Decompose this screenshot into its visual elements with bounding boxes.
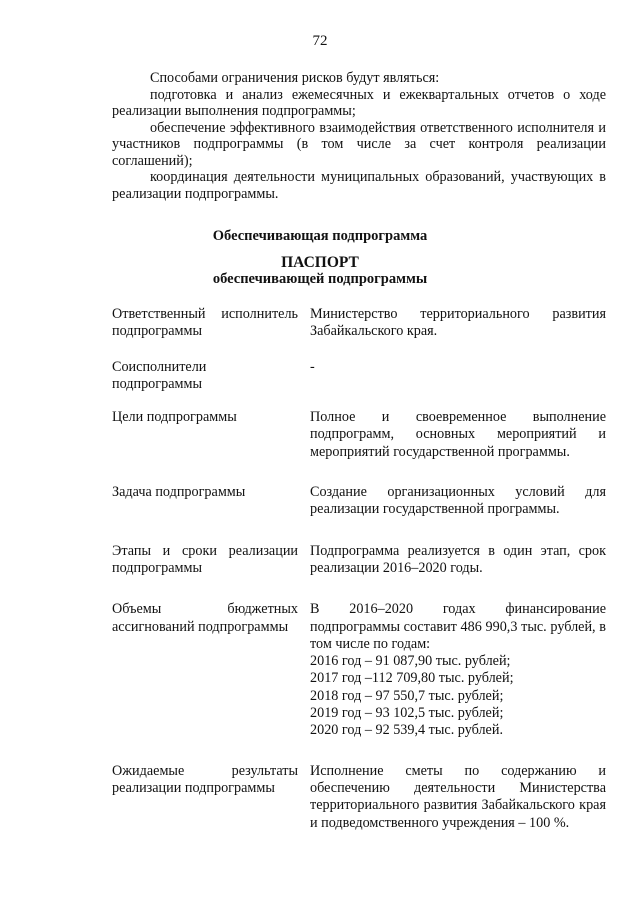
responsible-value: Министерство территориального развития Забайкальского края. [310,306,606,340]
budget-value: В 2016–2020 годах финансирование подпрограммы составит 486 990,3 тыс. рублей, в том числе по годам: [310,601,606,652]
task-label: Задача подпрограммы [112,484,246,501]
budget-year-2018: 2018 год – 97 550,7 тыс. рублей; [310,687,504,704]
page-number: 72 [312,33,328,49]
results-value: Исполнение сметы по содержанию и обеспечению деятельности Министерства территориального развития Забайкальского края и подведомственного учреждения – 100 %. [310,762,606,831]
passport-table [112,306,606,832]
responsible-label: Ответственный исполнитель подпрограммы [112,306,298,340]
task-value: Создание организационных условий для реализации государственной программы. [310,484,606,518]
intro-paragraph-1: Способами ограничения рисков будут являться: [150,70,440,86]
budget-value-block [310,601,606,739]
budget-year-2016: 2016 год – 91 087,90 тыс. рублей; [310,653,511,670]
results-label: Ожидаемые результаты реализации подпрограммы [112,762,298,796]
passport-subtitle: обеспечивающей подпрограммы [212,271,428,287]
passport-row-task [112,484,606,519]
intro-paragraph-3: обеспечение эффективного взаимодействия ответственного исполнителя и участников подпрограммы (в том числе за счет контроля реализации соглашений); [112,119,606,169]
budget-year-2020: 2020 год – 92 539,4 тыс. рублей. [310,722,503,739]
passport-row-results [112,763,606,832]
budget-year-2019: 2019 год – 93 102,5 тыс. рублей; [310,705,504,722]
passport-title: ПАСПОРТ [281,254,359,271]
budget-label: Объемы бюджетных ассигнований подпрограммы [112,601,298,635]
passport-row-stages [112,543,606,578]
subprogram-heading: Обеспечивающая подпрограмма [212,228,428,244]
stages-label: Этапы и сроки реализации подпрограммы [112,542,298,576]
passport-row-coexecutors [112,359,606,394]
coexecutors-label: Соисполнители подпрограммы [112,358,207,392]
intro-text [112,70,606,202]
passport-row-responsible [112,306,606,341]
coexecutors-value: - [310,358,315,375]
passport-row-goals [112,409,606,461]
goals-value: Полное и своевременное выполнение подпрограмм, основных мероприятий и мероприятий государственной программы. [310,409,606,460]
budget-year-2017: 2017 год –112 709,80 тыс. рублей; [310,670,514,687]
intro-paragraph-2: подготовка и анализ ежемесячных и ежеквартальных отчетов о ходе реализации выполнения подпрограммы; [112,86,606,119]
goals-label: Цели подпрограммы [112,409,237,426]
intro-paragraph-4: координация деятельности муниципальных образований, участвующих в реализации подпрограммы. [112,169,606,202]
stages-value: Подпрограмма реализуется в один этап, срок реализации 2016–2020 годы. [310,542,606,576]
passport-row-budget [112,601,606,739]
